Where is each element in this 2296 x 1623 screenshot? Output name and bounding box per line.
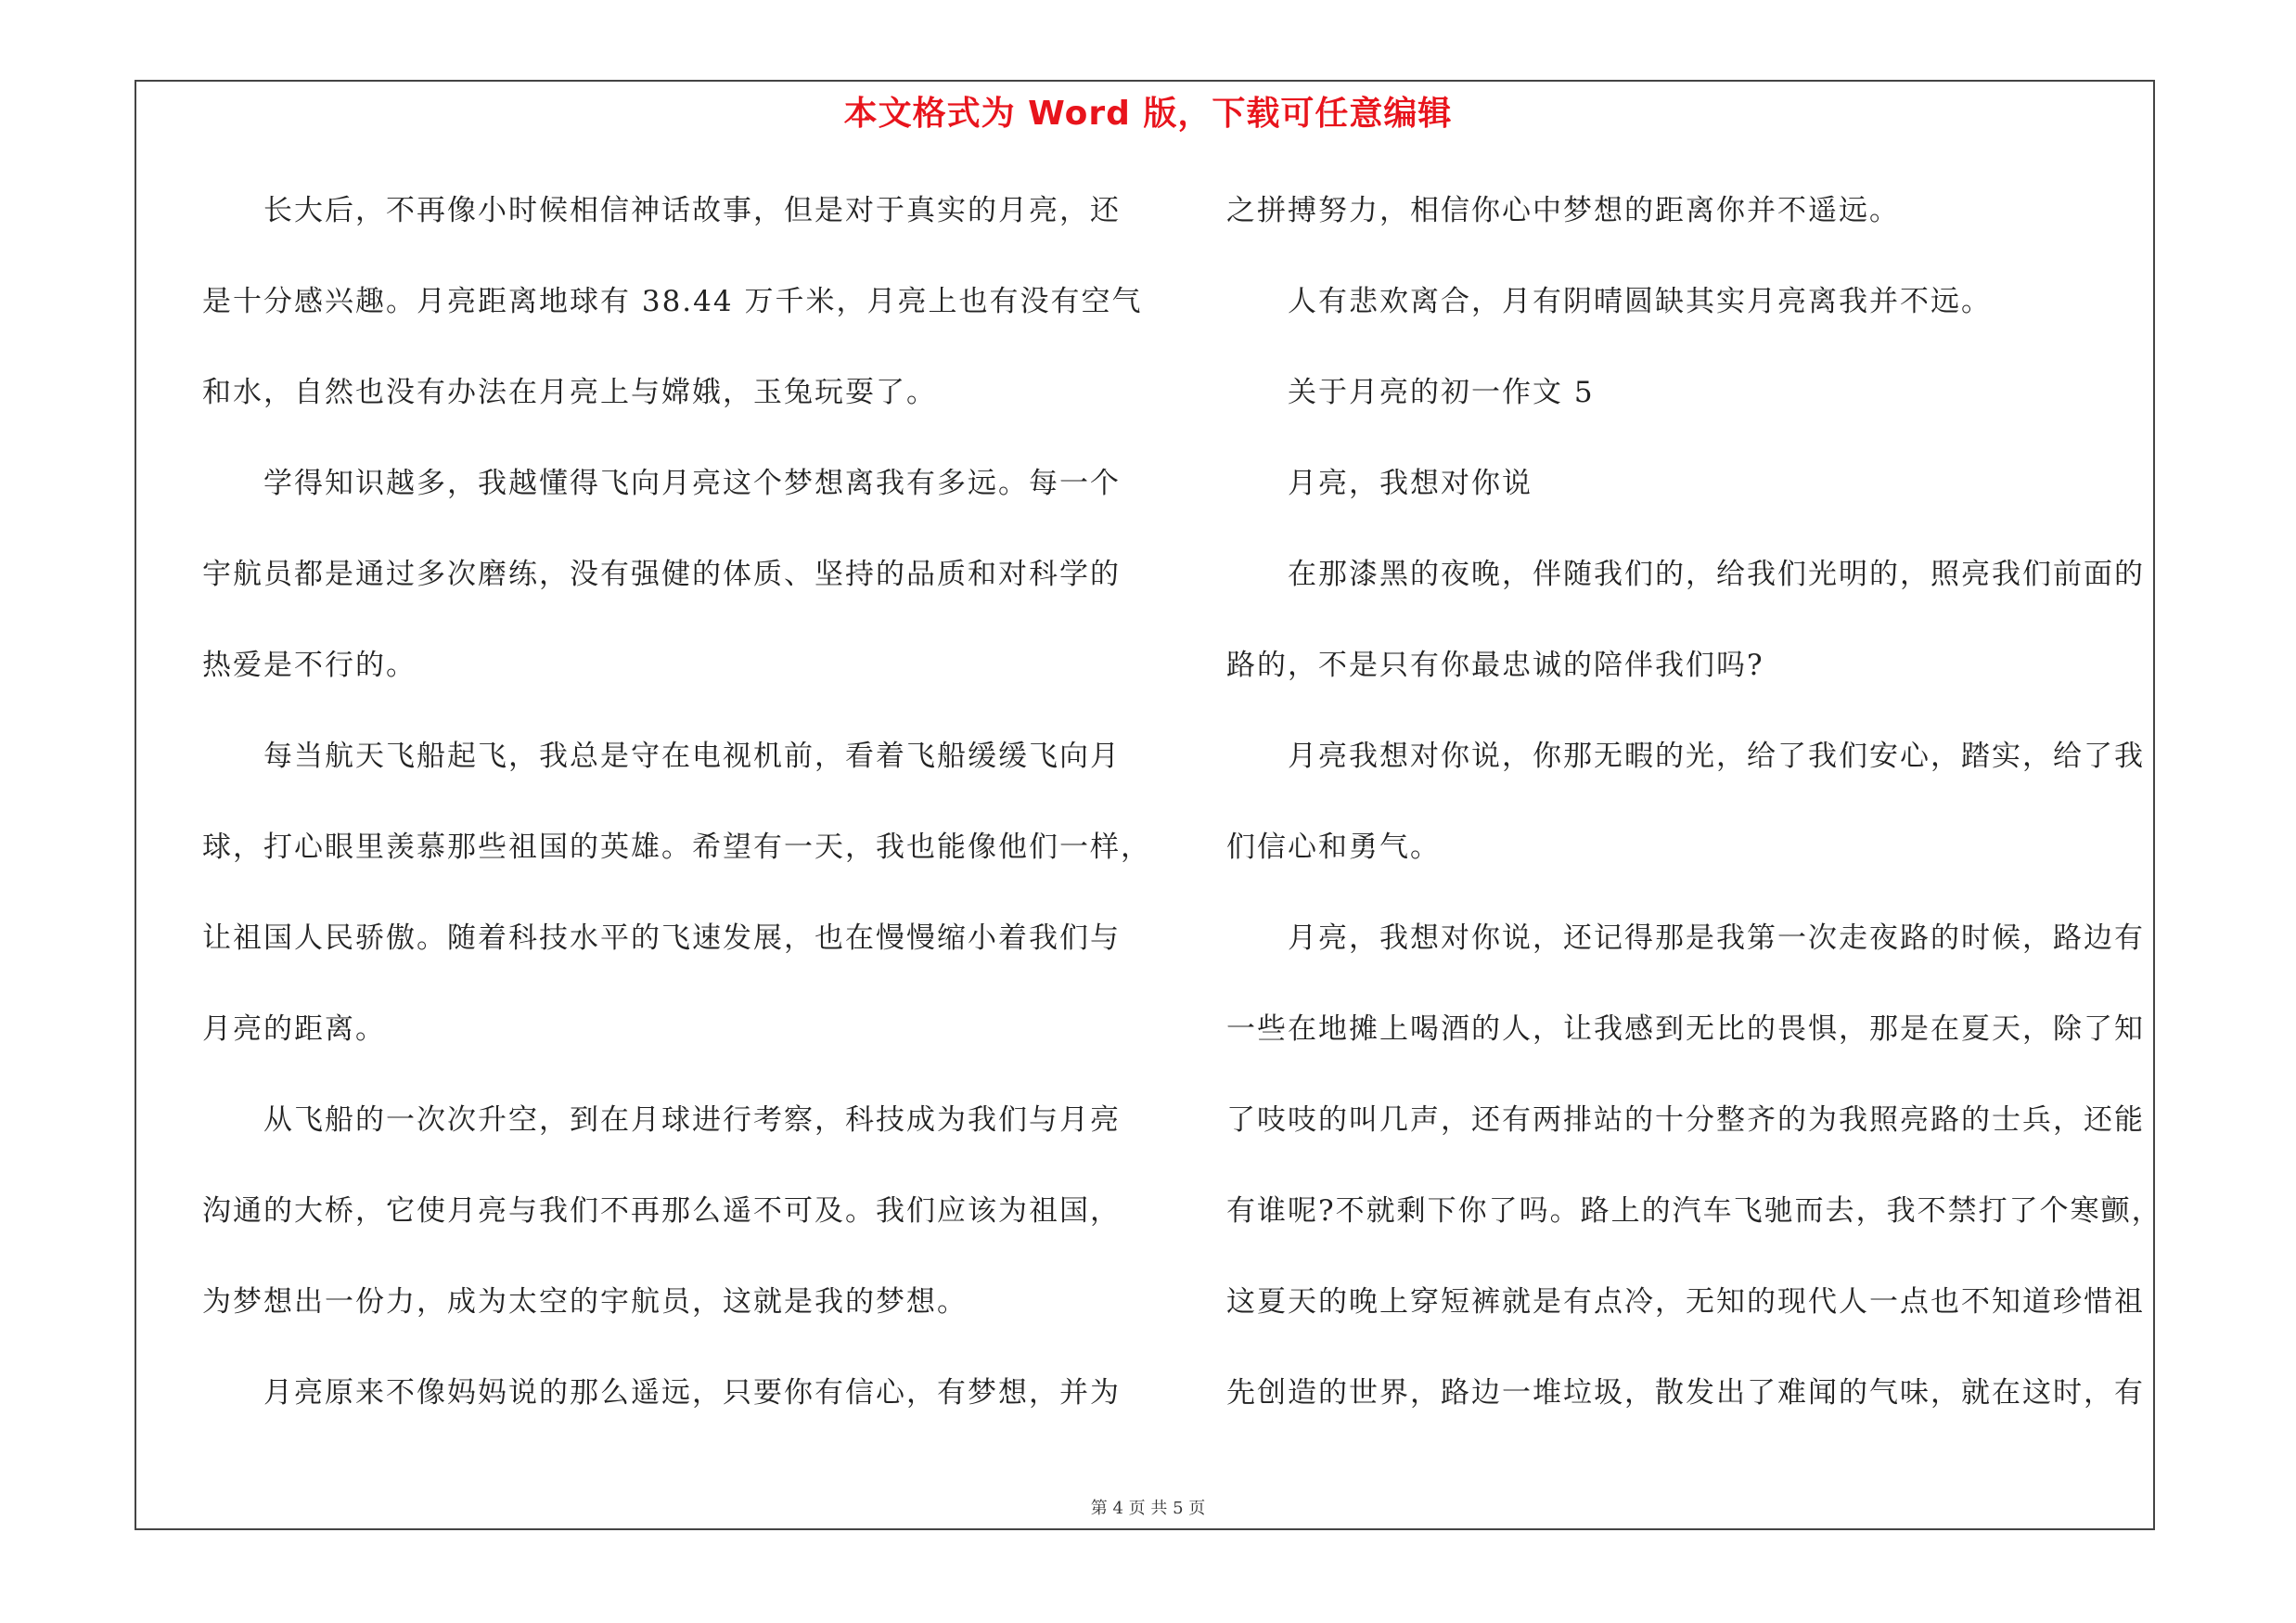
text-line: 热爱是不行的。 <box>202 649 417 682</box>
text-line: 学得知识越多，我越懂得飞向月亮这个梦想离我有多远。每一个 <box>263 467 1121 500</box>
text-line: 沟通的大桥，它使月亮与我们不再那么遥不可及。我们应该为祖国， <box>202 1194 1121 1228</box>
text-line: 了吱吱的叫几声，还有两排站的十分整齐的为我照亮路的士兵，还能 <box>1226 1103 2145 1137</box>
text-line: 让祖国人民骄傲。随着科技水平的飞速发展，也在慢慢缩小着我们与 <box>202 921 1121 955</box>
text-line: 月亮的距离。 <box>202 1012 386 1046</box>
text-line: 月亮，我想对你说，还记得那是我第一次走夜路的时候，路边有 <box>1288 921 2145 955</box>
text-line: 和水，自然也没有办法在月亮上与嫦娥，玉兔玩耍了。 <box>202 376 937 409</box>
text-line: 是十分感兴趣。月亮距离地球有 38.44 万千米，月亮上也有没有空气 <box>202 285 1143 318</box>
text-line: 长大后，不再像小时候相信神话故事，但是对于真实的月亮，还 <box>263 194 1121 227</box>
text-line: 先创造的世界，路边一堆垃圾，散发出了难闻的气味，就在这时，有 <box>1226 1376 2145 1410</box>
text-line: 月亮原来不像妈妈说的那么遥远，只要你有信心，有梦想，并为 <box>263 1376 1121 1410</box>
format-banner: 本文格式为 Word 版，下载可任意编辑 <box>843 95 1453 133</box>
text-line: 人有悲欢离合，月有阴晴圆缺其实月亮离我并不远。 <box>1288 285 1992 318</box>
text-line: 这夏天的晚上穿短裤就是有点冷，无知的现代人一点也不知道珍惜祖 <box>1226 1285 2145 1319</box>
page-footer: 第 4 页 共 5 页 <box>1090 1499 1206 1518</box>
text-line: 们信心和勇气。 <box>1226 831 1441 864</box>
text-line: 为梦想出一份力，成为太空的宇航员，这就是我的梦想。 <box>202 1285 968 1319</box>
text-line: 从飞船的一次次升空，到在月球进行考察，科技成为我们与月亮 <box>263 1103 1121 1137</box>
right-column <box>1226 182 2163 1455</box>
text-line: 关于月亮的初一作文 5 <box>1288 376 1595 409</box>
text-line: 球，打心眼里羡慕那些祖国的英雄。希望有一天，我也能像他们一样， <box>202 831 1151 864</box>
text-line: 路的，不是只有你最忠诚的陪伴我们吗? <box>1226 649 1764 682</box>
text-line: 月亮，我想对你说 <box>1288 467 1533 500</box>
text-line: 宇航员都是通过多次磨练，没有强健的体质、坚持的品质和对科学的 <box>202 558 1121 591</box>
text-line: 在那漆黑的夜晚，伴随我们的，给我们光明的，照亮我们前面的 <box>1288 558 2145 591</box>
left-column <box>202 182 1151 1455</box>
text-line: 有谁呢?不就剩下你了吗。路上的汽车飞驰而去，我不禁打了个寒颤， <box>1226 1194 2162 1228</box>
text-line: 月亮我想对你说，你那无暇的光，给了我们安心，踏实，给了我 <box>1288 740 2145 773</box>
text-line: 一些在地摊上喝酒的人，让我感到无比的畏惧，那是在夏天，除了知 <box>1226 1012 2145 1046</box>
text-line: 每当航天飞船起飞，我总是守在电视机前，看着飞船缓缓飞向月 <box>263 740 1121 773</box>
text-line: 之拼搏努力，相信你心中梦想的距离你并不遥远。 <box>1226 194 1900 227</box>
